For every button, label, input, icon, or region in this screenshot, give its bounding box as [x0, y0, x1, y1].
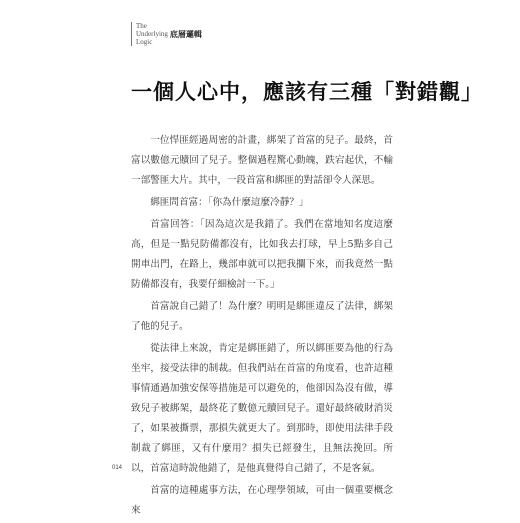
paragraph: 首富的這種處事方法，在心理學領域，可由一個重要概念來	[131, 485, 393, 516]
paragraph: 從法律上來說，肯定是綁匪錯了，所以綁匪要為他的行為坐牢，接受法律的制裁。但我們站在首富的角度看，也許這種事情通過加強安保等措施是可以避免的，他卻因為沒有做，導致兒子被綁架，最終花了數億元贖回兒子。還好最終破財消災了，如果被撕票，那損失就更大了。到那時，即使用法律手段制裁了綁匪，又有什麼用？損失已經發生，且無法挽回。所以，首富這時說他錯了，是他真覺得自己錯了，不是客氣。	[131, 343, 393, 474]
paragraph: 首富說自己錯了！為什麼？明明是綁匪違反了法律，綁架了他的兒子。	[131, 301, 393, 332]
series-title-cn: 底層邏輯	[169, 29, 202, 39]
body-text	[131, 131, 393, 523]
page-number: 014	[112, 465, 123, 471]
paragraph: 首富回答：「因為這次是我錯了。我們在當地知名度這麼高，但是一點兒防備都沒有，比如我去打球，早上5點多自己開車出門，在路上，幾部車就可以把我攔下來，而我竟然一點防備都沒有，我要仔細檢討一下。」	[131, 219, 393, 290]
series-line-2: Underlying	[136, 30, 168, 38]
series-line-1: The	[136, 22, 147, 30]
paragraph: 綁匪問首富：「你為什麼這麼冷靜？」	[150, 197, 309, 208]
running-header	[131, 22, 202, 46]
paragraph: 一位悍匪經過周密的計畫，綁架了首富的兒子。最終，首富以數億元贖回了兒子。整個過程驚心動魄，跌宕起伏，不輸一部警匪大片。其中，一段首富和綁匪的對話卻令人深思。	[131, 135, 393, 186]
series-line-3: Logic	[136, 38, 153, 46]
chapter-title: 一個人心中，應該有三種「對錯觀」	[131, 79, 483, 104]
series-title-en	[131, 22, 168, 46]
